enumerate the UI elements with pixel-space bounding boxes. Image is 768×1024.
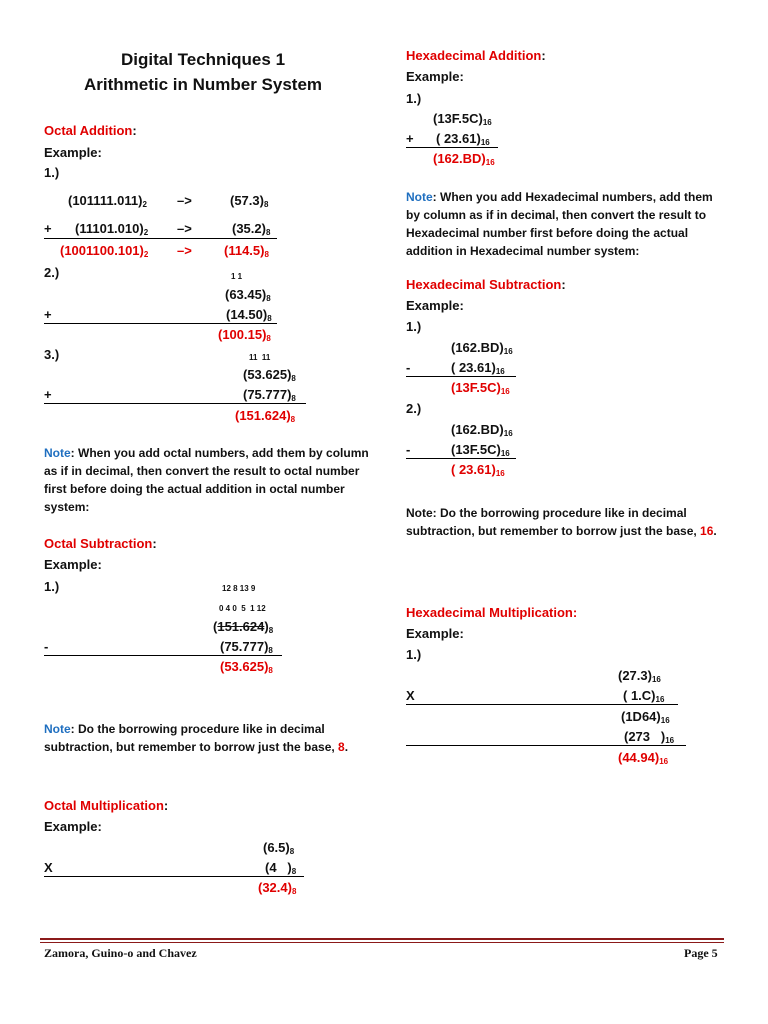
- hex-sub-ex1-result: $(13F.5C)_{16}$: [451, 380, 510, 396]
- hex-add-plus: +: [406, 131, 414, 146]
- hex-add-sum-line: [406, 147, 498, 148]
- hex-multiplication-heading: Hexadecimal Multiplication:: [406, 605, 578, 620]
- hex-subtraction-heading: Hexadecimal Subtraction:: [406, 277, 566, 292]
- octal-add-ex1-octal-result: $(114.5)_8$: [224, 243, 269, 259]
- octal-add-ex1-binary-result: $(1001100.101)_2$: [60, 243, 149, 259]
- hex-addition-example-label: Example:: [406, 69, 464, 84]
- octal-subtraction-heading: Octal Subtraction:: [44, 536, 157, 551]
- footer-rule-thin: [40, 942, 724, 943]
- octal-add-ex3-plus: +: [44, 387, 52, 402]
- footer-page-number: Page 5: [684, 946, 718, 960]
- octal-add-ex1-plus: +: [44, 221, 52, 236]
- octal-mul-operand-b: (4 )$_8$: [265, 860, 297, 876]
- octal-sub-operand-b: $(75.777)_8$: [220, 639, 273, 655]
- hex-mul-partial-2: (273 )$_{16}$: [624, 729, 675, 745]
- hex-addition-note: Note: When you add Hexadecimal numbers, add them by column as if in decimal, then convert the result to Hexadecimal number first before doing the actual addition in Hexadecimal number system:: [406, 190, 713, 258]
- octal-add-ex3-operand-a: $(53.625)_8$: [243, 367, 296, 383]
- hex-multiplication-ex1-number: 1.): [406, 647, 422, 662]
- octal-add-ex1-octal-2: $(35.2)_8$: [232, 221, 271, 237]
- octal-mul-times: X: [44, 860, 53, 875]
- hex-mul-operand-b: ( $1.C)_{16}$: [623, 688, 665, 704]
- hex-sub-ex2-operand-a: $(162.BD)_{16}$: [451, 422, 513, 438]
- hex-sub-ex1-operand-a: $(162.BD)_{16}$: [451, 340, 513, 356]
- hex-subtraction-note: Note: Do the borrowing procedure like in decimal subtraction, but remember to borrow just the base, 16.: [406, 506, 717, 538]
- hex-mul-operand-a: $(27.3)_{16}$: [618, 668, 661, 684]
- hex-add-operand-a: $(13F.5C)_{16}$: [433, 111, 492, 127]
- octal-add-ex1-arrow-2: –>: [177, 221, 192, 236]
- hex-multiplication-example-label: Example:: [406, 626, 464, 641]
- hex-addition-ex1-number: 1.): [406, 91, 422, 106]
- octal-sub-operand-a: $(151.624)_8$: [213, 619, 274, 635]
- octal-add-ex3-operand-b: $(75.777)_8$: [243, 387, 296, 403]
- footer-authors: Zamora, Guino-o and Chavez: [44, 946, 197, 960]
- octal-add-ex2-result: $(100.15)_8$: [218, 327, 271, 343]
- octal-subtraction-example-label: Example:: [44, 557, 102, 572]
- hex-sub-ex2-difference-line: [406, 458, 516, 459]
- octal-sub-minus: -: [44, 639, 49, 654]
- octal-sub-borrow-middle: 0 4 0 5 1 12: [219, 604, 266, 613]
- document-title-line2: Arithmetic in Number System: [83, 75, 323, 94]
- octal-add-ex3-sum-line: [44, 403, 306, 404]
- octal-add-ex1-octal-1: $(57.3)_8$: [230, 193, 269, 209]
- hex-sub-ex2-result: ( $23.61)_{16}$: [451, 462, 505, 478]
- octal-sub-difference-line: [44, 655, 282, 656]
- hex-subtraction-ex1-number: 1.): [406, 319, 422, 334]
- octal-subtraction-ex1-number: 1.): [44, 579, 60, 594]
- octal-addition-note: Note: When you add octal numbers, add them by column as if in decimal, then convert the result to octal number first before doing the actual addition in octal number system:: [44, 446, 369, 514]
- hex-sub-ex1-difference-line: [406, 376, 516, 377]
- octal-addition-ex3-number: 3.): [44, 347, 60, 362]
- octal-mul-product-line: [44, 876, 304, 877]
- octal-addition-example-label: Example:: [44, 145, 102, 160]
- hex-subtraction-ex2-number: 2.): [406, 401, 422, 416]
- octal-add-ex1-arrow-3: –>: [177, 243, 192, 258]
- hex-mul-sum-line: [406, 745, 686, 746]
- hex-sub-ex1-operand-b: ( $23.61)_{16}$: [451, 360, 505, 376]
- octal-multiplication-example-label: Example:: [44, 819, 102, 834]
- document-title-line1: Digital Techniques 1: [120, 50, 286, 69]
- hex-mul-result: $(44.94)_{16}$: [618, 750, 669, 766]
- hex-mul-product-line: [406, 704, 678, 705]
- hex-mul-times: X: [406, 688, 415, 703]
- hex-add-result: $(162.BD)_{16}$: [433, 151, 495, 167]
- hex-sub-ex2-minus: -: [406, 442, 411, 457]
- hex-sub-ex1-minus: -: [406, 360, 411, 375]
- hex-addition-heading: Hexadecimal Addition:: [406, 48, 546, 63]
- octal-add-ex3-carry: 11 11: [249, 353, 271, 362]
- octal-add-ex2-operand-b: $(14.50)_8$: [226, 307, 272, 323]
- hex-subtraction-example-label: Example:: [406, 298, 464, 313]
- octal-subtraction-note: Note: Do the borrowing procedure like in decimal subtraction, but remember to borrow just the base, 8.: [44, 722, 349, 754]
- octal-add-ex2-plus: +: [44, 307, 52, 322]
- octal-add-ex1-sum-line: [44, 238, 277, 239]
- octal-sub-borrow-top: 12 8 13 9: [222, 584, 256, 593]
- octal-multiplication-heading: Octal Multiplication:: [44, 798, 169, 813]
- octal-addition-ex2-number: 2.): [44, 265, 60, 280]
- hex-add-operand-b: ( $23.61)_{16}$: [436, 131, 490, 147]
- octal-add-ex1-arrow-1: –>: [177, 193, 192, 208]
- footer-rule-thick: [40, 938, 724, 940]
- octal-add-ex1-binary-2: $(11101.010)_2$: [75, 221, 149, 237]
- octal-addition-ex1-number: 1.): [44, 165, 60, 180]
- octal-sub-result: $(53.625)_8$: [220, 659, 273, 675]
- octal-add-ex2-operand-a: $(63.45)_8$: [225, 287, 271, 303]
- octal-mul-operand-a: $(6.5)_8$: [263, 840, 295, 856]
- hex-mul-partial-1: $(1D64)_{16}$: [621, 709, 670, 725]
- octal-add-ex1-binary-1: $(101111.011)_2$: [68, 193, 147, 209]
- octal-add-ex2-sum-line: [44, 323, 277, 324]
- octal-mul-result: $(32.4)_8$: [258, 880, 297, 896]
- octal-add-ex3-result: $(151.624)_8$: [235, 408, 296, 424]
- octal-add-ex2-carry: 1 1: [231, 272, 243, 281]
- octal-addition-heading: Octal Addition:: [44, 123, 137, 138]
- hex-sub-ex2-operand-b: $(13F.5C)_{16}$: [451, 442, 510, 458]
